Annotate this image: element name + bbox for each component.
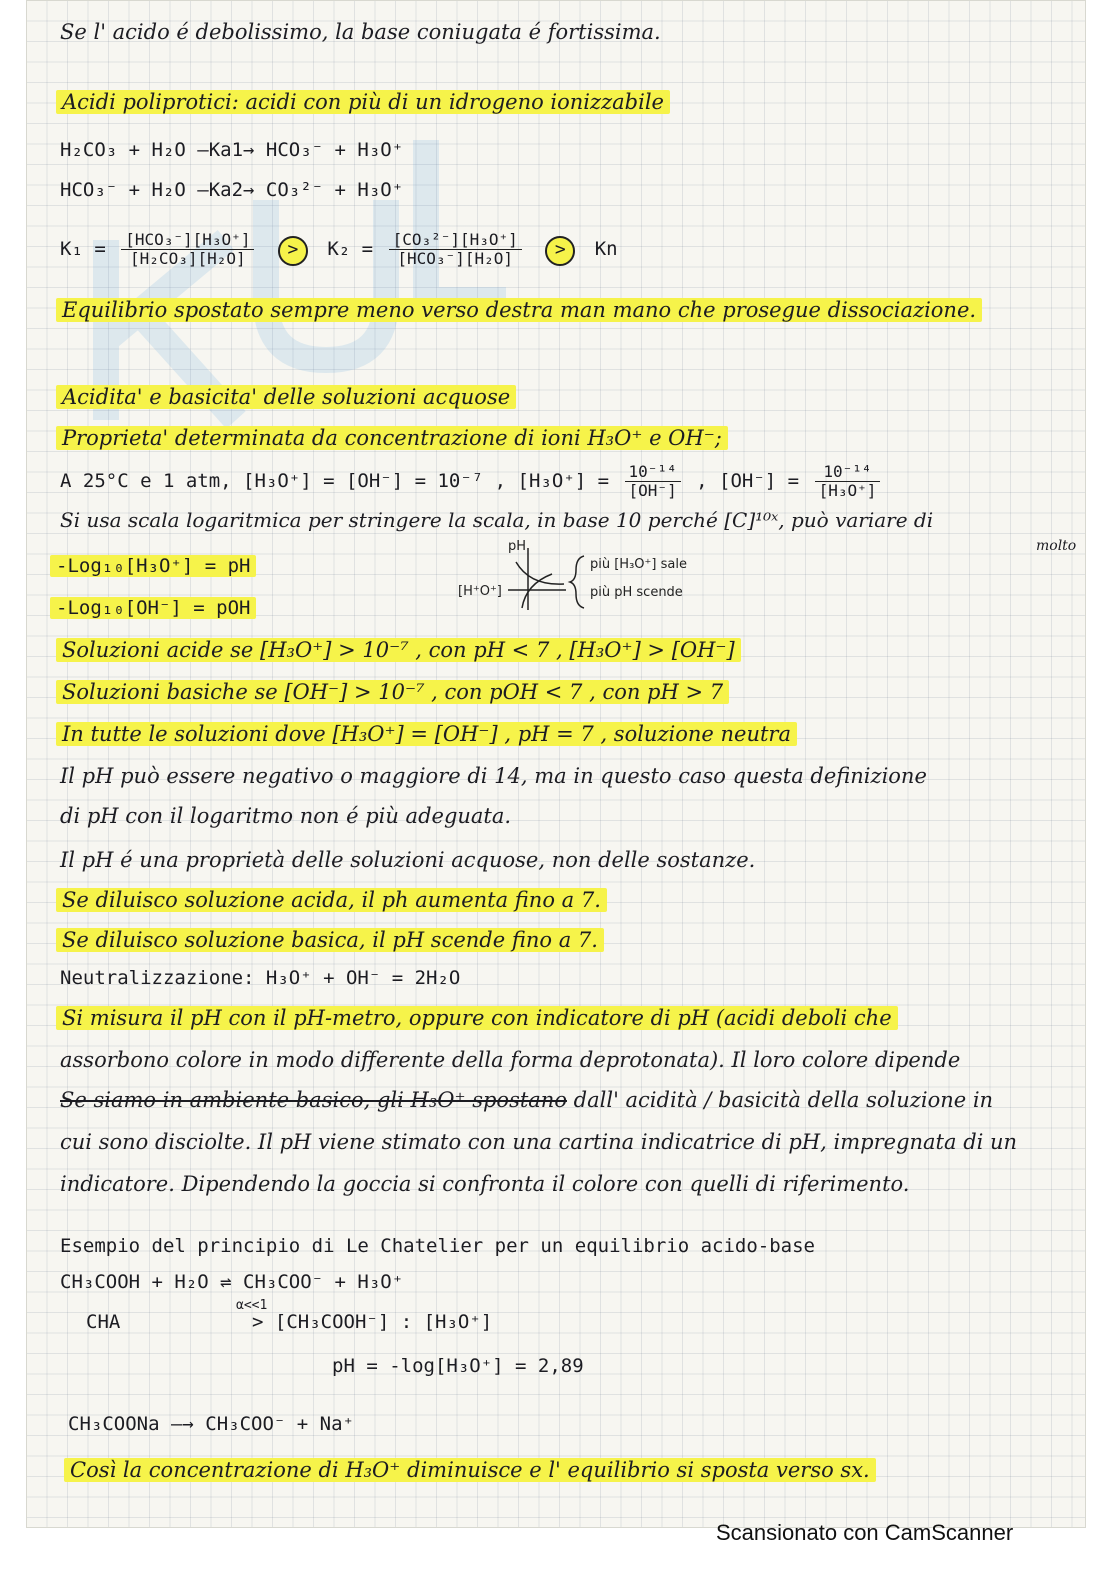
ph-sketch-graph [456,538,756,618]
k2-fraction [389,231,522,268]
greater-than-circle-1: > [278,236,308,266]
graph-curve-2 [522,574,552,608]
equilibrium-constants-line [60,226,618,272]
graph-note-2: più pH scende [590,585,683,600]
text-line-soluzioni-acide [56,636,741,664]
k1-label: K₁ = [60,238,106,260]
text-line-neutralizzazione: Neutralizzazione: H₃O⁺ + OH⁻ = 2H₂O [60,967,461,989]
text-line-ambiente [60,1086,993,1114]
text-25c-part2: , [OH⁻] = [696,470,800,492]
text-line-scala-log: Si usa scala logaritmica per stringere la scala, in base 10 perché [C]¹⁰ˣ, può variare di [60,508,934,532]
highlighted-text: -Log₁₀[H₃O⁺] = pH [50,555,256,577]
text-line-25c [60,458,884,504]
k1-fraction [121,231,254,268]
text-concentrations: > [CH₃COOH⁻] : [H₃O⁺] [252,1311,493,1333]
text-line-diluisco-acida [56,886,607,914]
formula-ph [50,552,256,580]
text-line-soluzione-neutra [56,720,797,748]
highlighted-text: Se diluisco soluzione acida, il ph aumenta fino a 7. [56,888,607,912]
fraction-oh-denominator: [H₃O⁺] [818,481,877,500]
formula-poh [50,594,256,622]
highlighted-text: Si misura il pH con il pH-metro, oppure con indicatore di pH (acidi deboli che [56,1006,898,1030]
text-line-equilibrio [56,296,982,324]
text-line-le-chatelier: Esempio del principio di Le Chatelier per un equilibrio acido-base [60,1235,815,1257]
highlighted-text: Così la concentrazione di H₃O⁺ diminuisce e l' equilibrio si sposta verso sx. [64,1458,876,1482]
k2-label: K₂ = [327,238,374,260]
notebook-page [26,0,1086,1528]
text-line-proprieta [56,424,728,452]
text-cha: CHA [86,1311,121,1333]
highlighted-text: Acidita' e basicita' delle soluzioni acquose [56,385,516,409]
graph-note-1: più [H₃O⁺] sale [590,557,687,572]
graph-brace [570,556,584,608]
struck-text: Se siamo in ambiente basico, gli H₃O⁺ spostano [60,1088,567,1112]
fraction-oh-numerator: 10⁻¹⁴ [815,463,881,482]
text-line-ph-negativo: Il pH può essere negativo o maggiore di 14, ma in questo caso questa definizione [60,764,927,788]
k2-numerator: [CO₃²⁻][H₃O⁺] [389,231,522,250]
kn-label: Kn [594,238,618,260]
alpha-note: α<<1 [236,1298,268,1313]
highlighted-text: -Log₁₀[OH⁻] = pOH [50,597,256,619]
highlighted-text: Equilibrio spostato sempre meno verso destra man mano che prosegue dissociazione. [56,298,982,322]
equation-line-1: H₂CO₃ + H₂O —Ka1→ HCO₃⁻ + H₃O⁺ [60,139,404,161]
fraction-h3o-denominator: [OH⁻] [628,481,677,500]
text-line-molto: molto [1036,538,1077,554]
text-line-logaritmo: di pH con il logaritmo non é più adeguata. [60,804,512,828]
fraction-h3o [625,463,681,500]
equation-acetic-acid: CH₃COOH + H₂O ⇌ CH₃COO⁻ + H₃O⁺ [60,1271,404,1293]
text-line-diluisco-basica [56,926,604,954]
text-line-assorbono: assorbono colore in modo differente della forma deprotonata). Il loro colore dipende [60,1048,961,1072]
heading-acidita-basicita [56,383,516,411]
text-line-disciolte: cui sono disciolte. Il pH viene stimato con una cartina indicatrice di pH, impregnata di un [60,1130,1018,1154]
text-line-indicatore: indicatore. Dipendendo la goccia si confronta il colore con quelli di riferimento. [60,1172,910,1196]
greater-than-circle-2: > [545,236,575,266]
highlighted-text: In tutte le soluzioni dove [H₃O⁺] = [OH⁻] , pH = 7 , soluzione neutra [56,722,797,746]
equation-sodium-acetate: CH₃COONa —→ CH₃COO⁻ + Na⁺ [68,1413,354,1435]
text-line-proprieta-soluzioni: Il pH é una proprietà delle soluzioni acquose, non delle sostanze. [60,848,756,872]
heading-acidi-poliprotici [56,88,670,116]
k2-denominator: [HCO₃⁻][H₂O] [397,249,513,268]
highlighted-text: Se diluisco soluzione basica, il pH scende fino a 7. [56,928,604,952]
highlighted-text: Soluzioni basiche se [OH⁻] > 10⁻⁷ , con pOH < 7 , con pH > 7 [56,680,729,704]
text-line-ph-metro [56,1004,898,1032]
formula-ph-value: pH = -log[H₃O⁺] = 2,89 [332,1355,584,1377]
graph-x-label: [H⁺O⁺] [458,584,502,599]
highlighted-text: Proprieta' determinata da concentrazione di ioni H₃O⁺ e OH⁻; [56,426,728,450]
text-line-soluzioni-basiche [56,678,729,706]
text-continuation: dall' acidità / basicità della soluzione in [573,1088,994,1112]
fraction-oh [815,463,881,500]
fraction-h3o-numerator: 10⁻¹⁴ [625,463,681,482]
text-line-1: Se l' acido é debolissimo, la base coniugata é fortissima. [60,20,661,44]
scanner-footer: Scansionato con CamScanner [716,1520,1014,1545]
text-25c-part1: A 25°C e 1 atm, [H₃O⁺] = [OH⁻] = 10⁻⁷ , [H₃O⁺] = [60,470,610,492]
equation-line-2: HCO₃⁻ + H₂O —Ka2→ CO₃²⁻ + H₃O⁺ [60,179,404,201]
highlighted-text: Soluzioni acide se [H₃O⁺] > 10⁻⁷ , con pH < 7 , [H₃O⁺] > [OH⁻] [56,638,741,662]
k1-denominator: [H₂CO₃][H₂O] [130,249,246,268]
graph-y-label: pH [508,539,527,554]
k1-numerator: [HCO₃⁻][H₃O⁺] [121,231,254,250]
highlighted-text: Acidi poliprotici: acidi con più di un idrogeno ionizzabile [56,90,670,114]
text-line-conclusione [64,1456,876,1484]
